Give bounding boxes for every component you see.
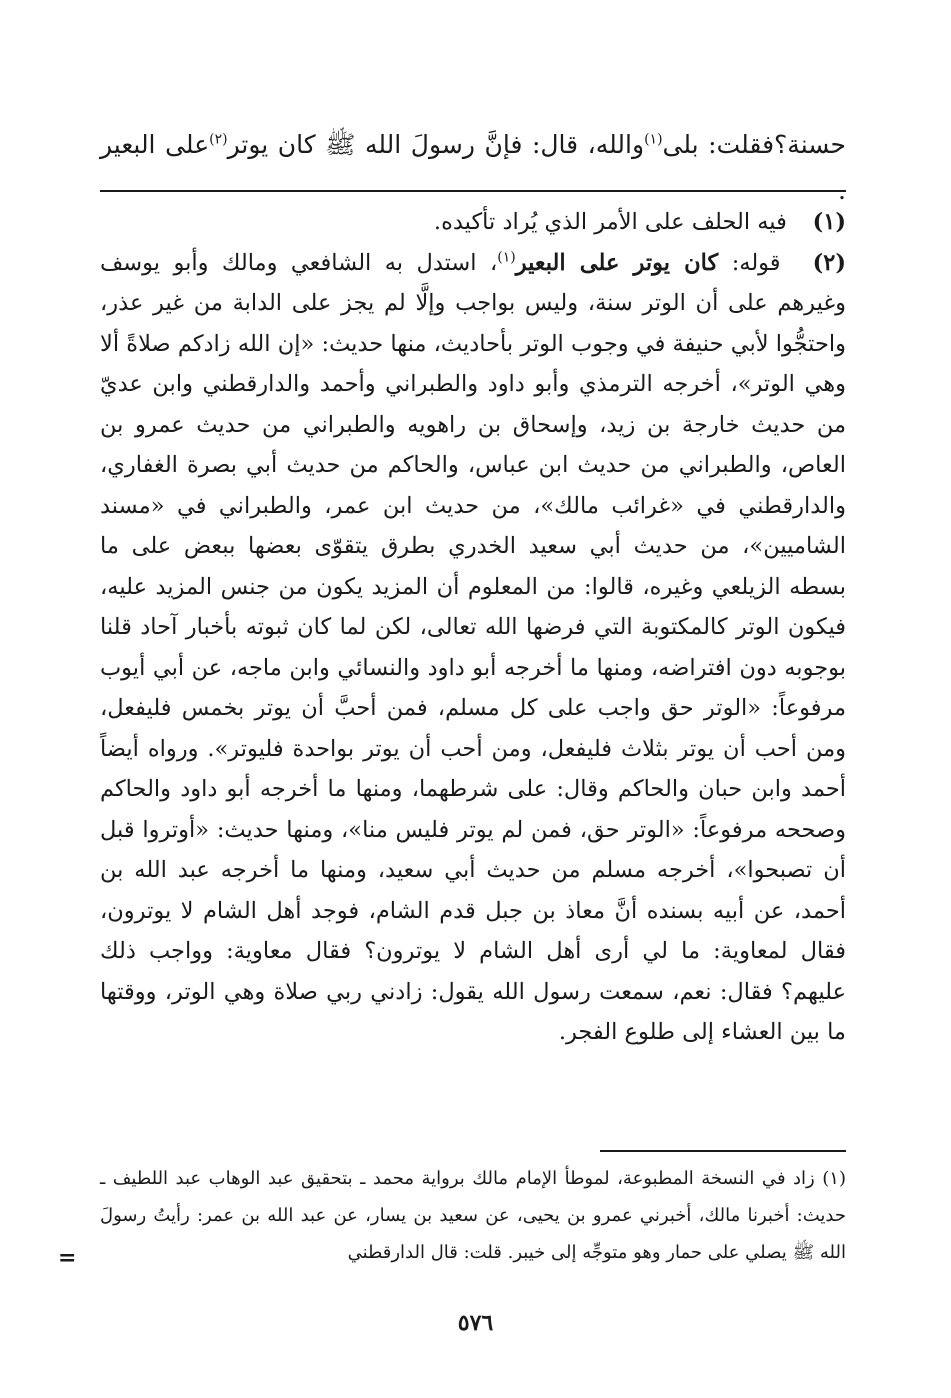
footnote-2-lead: قوله: [731,249,781,276]
footnote-ref-2: (٢) [209,131,228,148]
main-text-part-1: حسنة؟فقلت: بلى [662,130,847,159]
sub-footnotes-section [100,1160,846,1271]
main-text-part-2: والله، قال: فإنَّ رسولَ الله ﷺ كان يوتر [227,130,645,159]
sub-footnote-number: (١) [822,1168,846,1189]
continuation-mark: = [58,1245,77,1271]
main-text-part-3: على البعير . [100,130,846,205]
sub-footnote-separator [600,1150,846,1152]
footnote-2 [100,243,846,1053]
page-number: ٥٧٦ [457,1310,494,1336]
footnote-2-quote-ref: (١) [497,249,516,265]
footnotes-section [100,202,846,1053]
sub-footnote-text: زاد في النسخة المطبوعة، لموطأ الإمام مالك برواية محمد ـ بتحقيق عبد الوهاب عبد اللطيف ـ حديث: أخبرنا مالك، أخبرني عمرو بن يحيى، عن سعيد بن يسار، عن عبد الله بن عمر: رأيتُ رسولَ الله ﷺ يصلي على حمار وهو متوجِّه إلى خيبر. قلت: قال الدارقطني [100,1168,846,1263]
footnote-separator [100,190,846,192]
main-text [100,122,846,214]
footnote-1 [100,202,846,243]
footnote-2-text: ، استدل به الشافعي ومالك وأبو يوسف وغيرهم على أن الوتر سنة، وليس بواجب وإلَّا لم يجز على الدابة من غير عذر، واحتجُّوا لأبي حنيفة في وجوب الوتر بأحاديث، منها حديث: «إن الله زادكم صلاةً ألا وهي الوتر»، أخرجه الترمذي وأبو داود والطبراني وأحمد والدارقطني وابن عديّ من حديث خارجة بن زيد، وإسحاق بن راهويه والطبراني من حديث عمرو بن العاص، والطبراني من حديث ابن عباس، والحاكم من حديث أبي بصرة الغفاري، والدارقطني في «غرائب مالك»، من حديث ابن عمر، والطبراني في «مسند الشاميين»، من حديث أبي سعيد الخدري بطرق يتقوّى بعضها ببعض على ما بسطه الزيلعي وغيره، قالوا: من المعلوم أن المزيد يكون من جنس المزيد عليه، فيكون الوتر كالمكتوبة التي فرضها الله تعالى، لكن لما كان ثبوته بأخبار آحاد قلنا بوجوبه دون افتراضه، ومنها ما أخرجه أبو داود والنسائي وابن ماجه، عن أبي أيوب مرفوعاً: «الوتر حق واجب على كل مسلم، فمن أحبَّ أن يوتر بخمس فليفعل، ومن أحب أن يوتر بثلاث فليفعل، ومن أحب أن يوتر بواحدة فليوتر». ورواه أيضاً أحمد وابن حبان والحاكم وقال: على شرطهما، ومنها ما أخرجه أبو داود والحاكم وصححه مرفوعاً: «الوتر حق، فمن لم يوتر فليس منا»، ومنها حديث: «أوتروا قبل أن تصبحوا»، أخرجه مسلم من حديث أبي سعيد، ومنها ما أخرجه عبد الله بن أحمد، عن أبيه بسنده أنَّ معاذ بن جبل قدم الشام، فوجد أهل الشام لا يوترون، فقال لمعاوية: ما لي أرى أهل الشام لا يوترون؟ فقال معاوية: وواجب ذلك عليهم؟ فقال: نعم، سمعت رسول الله يقول: زادني ربي صلاة وهي الوتر، ووقتها ما بين العشاء إلى طلوع الفجر. [100,249,846,1045]
footnote-ref-1: (١) [644,131,663,148]
footnote-2-number: (٢) [812,249,847,276]
sub-footnote-1 [100,1160,846,1271]
footnote-2-quote: كان يوتر على البعير [515,249,719,276]
footnote-1-number: (١) [812,209,846,235]
footnote-1-text: فيه الحلف على الأمر الذي يُراد تأكيده. [433,209,787,235]
